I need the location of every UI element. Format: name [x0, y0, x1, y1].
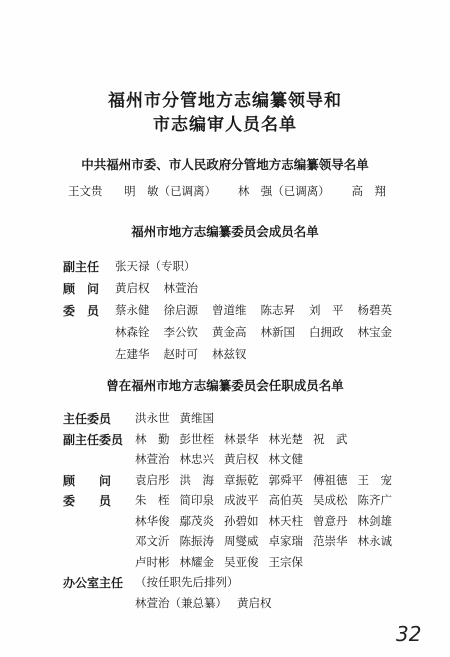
role-label: 办公室主任	[63, 576, 124, 590]
member-name: 卓家瑞	[268, 534, 303, 548]
member-names	[115, 302, 406, 319]
member-names	[135, 533, 402, 549]
role-label: 副主任委员	[63, 432, 124, 447]
leader-name: 林 强（已调离）	[237, 184, 330, 198]
member-name: 林忠兴	[179, 452, 214, 466]
member-name: 林宝金	[357, 325, 392, 339]
member-name: 简印泉	[179, 493, 214, 507]
member-name: 黄启权	[115, 281, 150, 295]
member-name: 李公钦	[163, 325, 198, 339]
member-names	[135, 492, 402, 509]
section1-title: 中共福州市委、市人民政府分管地方志编纂领导名单	[81, 157, 369, 172]
role-label	[63, 513, 135, 529]
member-name: 刘 平	[309, 303, 344, 317]
roster-row	[63, 595, 282, 611]
member-name: 林文健	[268, 452, 303, 466]
member-name: 章振乾	[224, 472, 259, 487]
member-name: 杨碧英	[357, 303, 392, 317]
member-name: 赵时可	[163, 347, 198, 361]
member-name: （按任职先后排列）	[135, 575, 239, 589]
roster-row	[63, 280, 212, 297]
roster-row	[63, 492, 402, 509]
member-names	[135, 472, 402, 489]
roster-row	[63, 324, 406, 340]
member-name: 郭舜平	[268, 472, 303, 487]
roster-row	[63, 410, 224, 427]
role-label: 副主任	[63, 260, 100, 274]
member-name: 黄启权	[237, 595, 272, 610]
member-name: 蔡永健	[115, 303, 150, 317]
member-name: 洪永世	[135, 411, 170, 425]
member-names	[135, 595, 282, 611]
member-name: 白拥政	[309, 325, 344, 339]
member-name: 陈志昇	[260, 303, 295, 317]
member-name: 曾意丹	[313, 513, 348, 528]
member-name: 高伯英	[268, 493, 303, 507]
main-title-line-2: 市志编审人员名单	[153, 115, 297, 135]
role-label: 委 员	[63, 304, 100, 318]
roster-row	[63, 554, 313, 570]
member-name: 林萱治	[135, 452, 170, 466]
member-name: 彭世桎	[179, 431, 214, 446]
member-names	[115, 346, 261, 362]
main-title-line-1: 福州市分管地方志编纂领导和	[108, 91, 342, 111]
page-number: 32	[396, 622, 422, 646]
member-name: 陈振涛	[179, 534, 214, 548]
leader-name: 明 敏（已调离）	[124, 184, 217, 198]
roster-row	[63, 346, 261, 362]
member-name: 林景华	[224, 431, 259, 446]
member-names	[115, 258, 210, 275]
member-name: 张天禄（专职）	[115, 259, 196, 273]
member-name: 祝 武	[313, 431, 348, 446]
member-name: 陈齐广	[357, 493, 392, 507]
member-name: 黄启权	[224, 452, 259, 466]
member-name: 袁启彤	[135, 472, 170, 487]
member-name: 洪 海	[179, 472, 214, 487]
role-label: 顾 问	[63, 282, 100, 296]
role-label	[63, 554, 135, 570]
member-names	[135, 451, 313, 467]
member-name: 林天柱	[268, 513, 303, 528]
member-name: 傅祖德	[313, 472, 348, 487]
leader-name: 高 翔	[351, 184, 386, 198]
member-name: 林新国	[260, 325, 295, 339]
leader-name: 王文贵	[68, 184, 103, 198]
member-name: 周燮威	[224, 534, 259, 548]
member-name: 林兹钗	[212, 347, 247, 361]
member-name: 曾道维	[212, 303, 247, 317]
member-name: 林光楚	[268, 431, 303, 446]
roster-row	[63, 302, 406, 319]
member-name: 吴亚俊	[224, 554, 259, 569]
roster-row	[63, 258, 210, 275]
member-name: 黄维国	[179, 411, 214, 425]
member-name: 林 勤	[135, 431, 170, 446]
member-names	[135, 431, 358, 448]
member-name: 徐启源	[163, 303, 198, 317]
member-name: 孙碧如	[224, 513, 259, 528]
member-name: 朱 桎	[135, 493, 170, 507]
member-name: 卢时彬	[135, 554, 170, 569]
member-name: 左建华	[115, 347, 150, 361]
member-names	[135, 410, 224, 427]
member-name: 林森铨	[115, 325, 150, 339]
member-name: 黄金高	[212, 325, 247, 339]
member-name: 吴成松	[313, 493, 348, 507]
member-name: 林耀金	[179, 554, 214, 569]
roster-row	[63, 451, 313, 467]
member-names	[115, 324, 406, 340]
member-name: 鄢茂炎	[179, 513, 214, 528]
role-label	[63, 595, 135, 611]
role-label	[63, 324, 115, 340]
roster-row	[63, 431, 358, 448]
member-names	[135, 513, 402, 529]
role-label	[63, 346, 115, 362]
role-label: 顾 问	[63, 473, 112, 488]
member-name: 成波平	[224, 493, 259, 507]
member-names	[115, 280, 212, 297]
role-label: 主任委员	[63, 412, 112, 426]
member-name: 林永诚	[357, 534, 392, 548]
member-names	[135, 574, 249, 591]
roster-row	[63, 533, 402, 549]
role-label: 委 员	[63, 494, 112, 508]
section2-title: 福州市地方志编纂委员会成员名单	[131, 224, 319, 239]
member-name: 林萱治	[163, 281, 198, 295]
role-label	[63, 451, 135, 467]
member-name: 林华俊	[135, 513, 170, 528]
roster-row	[63, 574, 249, 591]
member-name: 范崇华	[313, 534, 348, 548]
section3-title: 曾在福州市地方志编纂委员会任职成员名单	[106, 378, 344, 393]
role-label	[63, 533, 135, 549]
member-name: 林剑雄	[357, 513, 392, 528]
member-name: 林萱治（兼总纂）	[135, 595, 227, 610]
section1-names	[68, 183, 428, 199]
member-names	[135, 554, 313, 570]
member-name: 王 宠	[357, 472, 392, 487]
member-name: 王宗保	[268, 554, 303, 569]
member-name: 邓文沂	[135, 534, 170, 548]
roster-row	[63, 513, 402, 529]
roster-row	[63, 472, 402, 489]
